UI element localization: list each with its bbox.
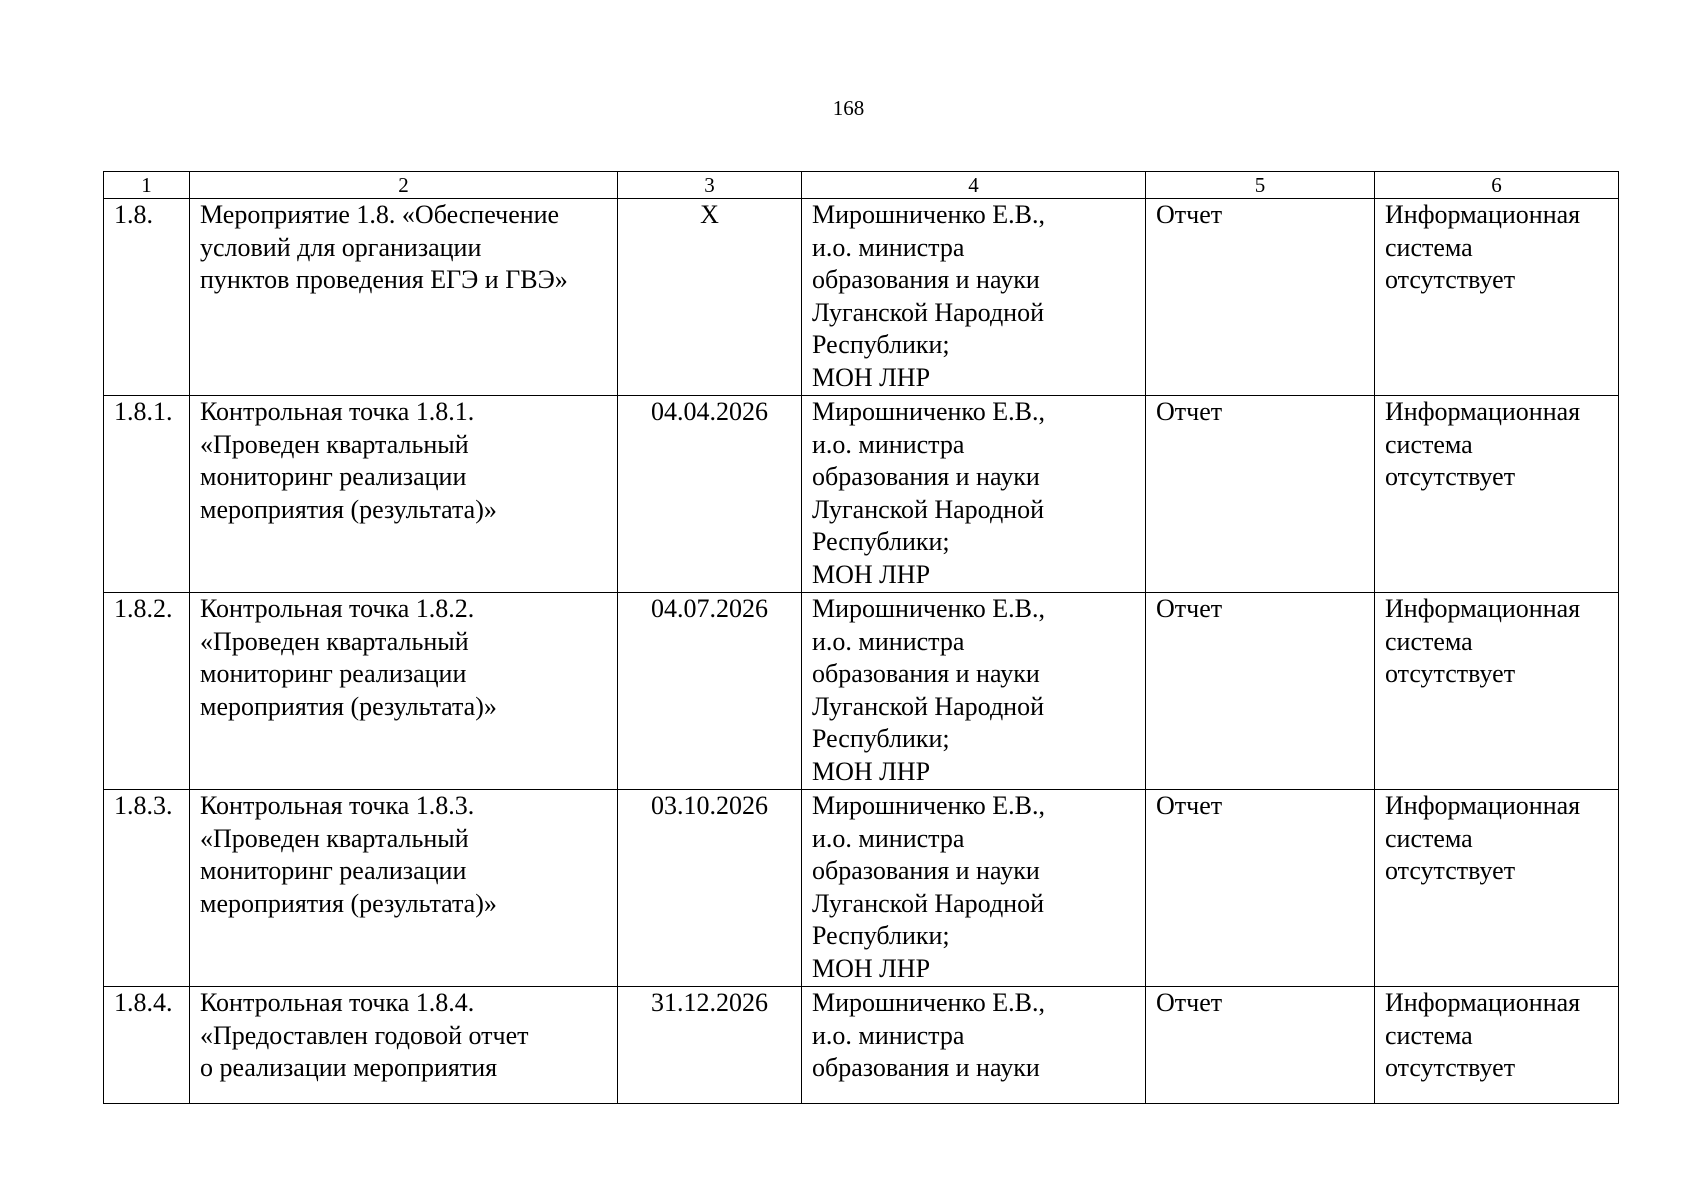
text-line: отсутствует [1385,265,1516,294]
table-row [104,396,1619,593]
row-number: 1.8.1. [104,396,190,593]
text-line: образования и науки [812,462,1040,491]
text-line: Контрольная точка 1.8.2. [200,594,475,623]
text-line: Информационная [1385,594,1581,623]
page-number: 168 [832,96,865,120]
text-line: Информационная [1385,988,1581,1017]
plan-table [103,171,1619,1104]
row-document: Отчет [1146,987,1375,1104]
table-row [104,593,1619,790]
text-line: МОН ЛНР [812,953,931,983]
text-line: МОН ЛНР [812,362,931,392]
text-line: о реализации мероприятия [200,1053,498,1082]
text-line: Республики; [812,330,950,359]
text-line: Мирошниченко Е.В., [812,594,1045,623]
text-line: Мирошниченко Е.В., [812,791,1045,820]
text-line: образования и науки [812,265,1040,294]
text-line: система [1385,823,1473,853]
row-date: 31.12.2026 [618,987,802,1104]
text-line: образования и науки [812,659,1040,688]
text-line: образования и науки [812,1053,1040,1082]
text-line: отсутствует [1385,462,1516,491]
column-header: 5 [1146,172,1375,199]
text-line: Луганской Народной [812,888,1044,918]
row-system [1375,790,1619,987]
row-number: 1.8.2. [104,593,190,790]
row-system [1375,593,1619,790]
row-system [1375,987,1619,1104]
table-row [104,790,1619,987]
text-line: «Проведен квартальный [200,626,469,656]
text-line: Мирошниченко Е.В., [812,988,1045,1017]
row-date: 04.04.2026 [618,396,802,593]
text-line: Контрольная точка 1.8.4. [200,988,475,1017]
table-row [104,199,1619,396]
text-line: и.о. министра [812,626,965,656]
text-line: Информационная [1385,397,1581,426]
column-header: 1 [104,172,190,199]
text-line: система [1385,232,1473,262]
text-line: МОН ЛНР [812,559,931,589]
text-line: мероприятия (результата)» [200,691,497,721]
text-line: МОН ЛНР [812,756,931,786]
text-line: Мирошниченко Е.В., [812,200,1045,229]
row-name [190,396,618,593]
row-responsible [802,593,1146,790]
text-line: мониторинг реализации [200,462,467,491]
row-system [1375,199,1619,396]
text-line: Луганской Народной [812,494,1044,524]
text-line: «Предоставлен годовой отчет [200,1020,529,1050]
text-line: Луганской Народной [812,691,1044,721]
row-date: 04.07.2026 [618,593,802,790]
row-name [190,199,618,396]
text-line: образования и науки [812,856,1040,885]
text-line: условий для организации [200,232,482,262]
row-document: Отчет [1146,396,1375,593]
row-name [190,593,618,790]
row-responsible [802,790,1146,987]
text-line: пунктов проведения ЕГЭ и ГВЭ» [200,265,568,294]
row-name [190,987,618,1104]
row-responsible [802,987,1146,1104]
text-line: отсутствует [1385,659,1516,688]
text-line: система [1385,1020,1473,1050]
row-number: 1.8.4. [104,987,190,1104]
table-row [104,987,1619,1104]
text-line: Мирошниченко Е.В., [812,397,1045,426]
text-line: Контрольная точка 1.8.1. [200,397,475,426]
text-line: мониторинг реализации [200,659,467,688]
column-header: 3 [618,172,802,199]
text-line: Контрольная точка 1.8.3. [200,791,475,820]
row-number: 1.8. [104,199,190,396]
text-line: мероприятия (результата)» [200,494,497,524]
row-name [190,790,618,987]
text-line: отсутствует [1385,1053,1516,1082]
text-line: Мероприятие 1.8. «Обеспечение [200,200,560,229]
text-line: система [1385,626,1473,656]
row-document: Отчет [1146,593,1375,790]
row-system [1375,396,1619,593]
text-line: Луганской Народной [812,297,1044,327]
row-responsible [802,199,1146,396]
text-line: Информационная [1385,791,1581,820]
text-line: и.о. министра [812,232,965,262]
text-line: Республики; [812,724,950,753]
text-line: и.о. министра [812,429,965,459]
text-line: мероприятия (результата)» [200,888,497,918]
table-header-row [104,172,1619,199]
text-line: Республики; [812,527,950,556]
row-number: 1.8.3. [104,790,190,987]
text-line: и.о. министра [812,1020,965,1050]
row-document: Отчет [1146,199,1375,396]
column-header: 2 [190,172,618,199]
text-line: отсутствует [1385,856,1516,885]
text-line: Республики; [812,921,950,950]
text-line: «Проведен квартальный [200,429,469,459]
text-line: Информационная [1385,200,1581,229]
text-line: и.о. министра [812,823,965,853]
row-date: 03.10.2026 [618,790,802,987]
row-responsible [802,396,1146,593]
text-line: мониторинг реализации [200,856,467,885]
row-date: X [618,199,802,396]
text-line: «Проведен квартальный [200,823,469,853]
text-line: система [1385,429,1473,459]
column-header: 6 [1375,172,1619,199]
row-document: Отчет [1146,790,1375,987]
column-header: 4 [802,172,1146,199]
